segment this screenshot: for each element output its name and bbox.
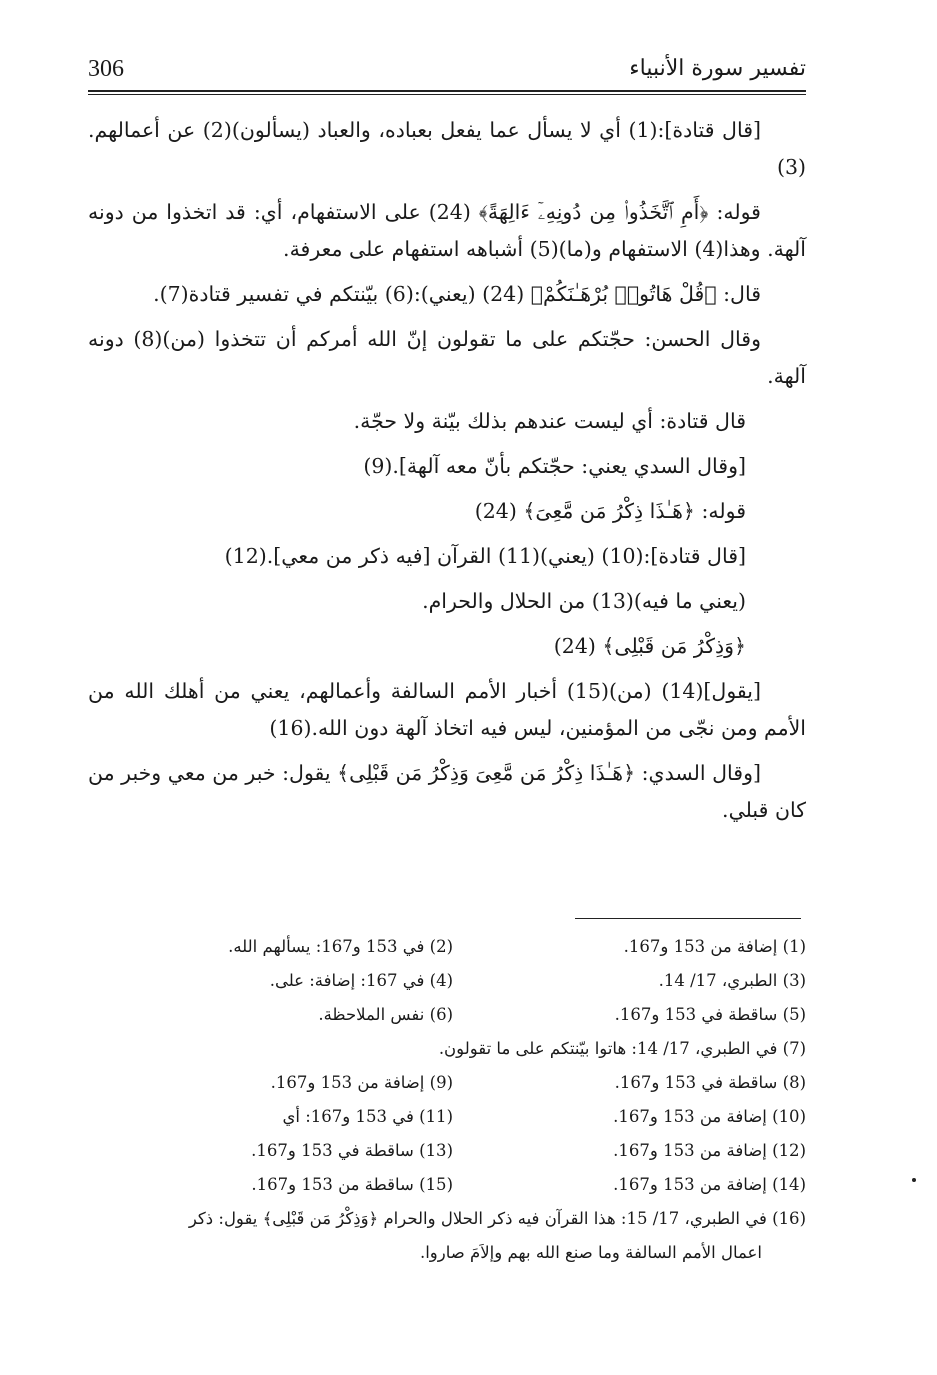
footnote-16-line1: (16) في الطبري، 17/ 15: هذا القرآن فيه ذكر الحلال والحرام ﴿وَذِكْرُ مَن قَبْلِى﴾ يقول: ذكر <box>188 1209 806 1228</box>
footnote-row <box>100 998 806 1032</box>
paragraph: قوله: ﴿هَـٰذَا ذِكْرُ مَن مَّعِىَ﴾ (24) <box>474 499 746 523</box>
margin-dot <box>912 1178 916 1182</box>
footnote: (2) في 153 و167: يسألهم الله. <box>228 937 453 956</box>
paragraph: [وقال السدي يعني: حجّتكم بأنّ معه آلهة].(9) <box>363 454 746 478</box>
footnote: (8) ساقطة في 153 و167. <box>614 1073 806 1092</box>
footnote-row <box>100 964 806 998</box>
footnote: (3) الطبري، 17/ 14. <box>658 971 806 990</box>
paragraph: (يعني ما فيه)(13) من الحلال والحرام. <box>422 589 746 613</box>
header-rule <box>88 90 806 92</box>
footnote: (5) ساقطة في 153 و167. <box>614 1005 806 1024</box>
footnote-16 <box>100 1202 806 1270</box>
footnote-row <box>100 1202 806 1270</box>
footnote-16-line2: اعمال الأمم السالفة وما صنع الله بهم وإلاَمَ صاروا. <box>419 1243 762 1262</box>
footnote: (14) إضافة من 153 و167. <box>613 1175 806 1194</box>
footnote: (11) في 153 و167: أي <box>282 1107 453 1126</box>
footnote: (7) في الطبري، 17/ 14: هاتوا بيّنتكم على ما تقولون. <box>438 1039 806 1058</box>
footnote-row <box>100 1066 806 1100</box>
footnote: (9) إضافة من 153 و167. <box>270 1073 453 1092</box>
footnote-rule <box>575 918 801 919</box>
paragraph: [يقول](14) (من)(15) أخبار الأمم السالفة وأعمالهم، يعني من أهلك الله من الأمم ومن نجّى من المؤمنين، ليس فيه اتخاذ آلهة دون الله.(16) <box>88 679 806 740</box>
footnote: (15) ساقطة من 153 و167. <box>251 1175 453 1194</box>
footnote: (13) ساقطة في 153 و167. <box>251 1141 453 1160</box>
paragraph: [وقال السدي: ﴿هَـٰذَا ذِكْرُ مَن مَّعِىَ وَذِكْرُ مَن قَبْلِى﴾ يقول: خبر من معي وخبر من كان قبلي. <box>88 761 806 822</box>
footnotes <box>100 930 806 1270</box>
footnote: (12) إضافة من 153 و167. <box>613 1141 806 1160</box>
page-number: 306 <box>88 56 124 82</box>
paragraph: ﴿وَذِكْرُ مَن قَبْلِى﴾ (24) <box>553 634 746 658</box>
footnote: (10) إضافة من 153 و167. <box>613 1107 806 1126</box>
paragraph: قال: ﴿قُلْ هَاتُوا۟ بُرْهَـٰنَكُمْ﴾ (24) (يعني):(6) بيّنتكم في تفسير قتادة(7). <box>153 282 761 306</box>
footnote-row <box>100 1032 806 1066</box>
paragraph: قال قتادة: أي ليست عندهم بذلك بيّنة ولا حجّة. <box>353 409 746 433</box>
footnote-row <box>100 1134 806 1168</box>
footnote-row <box>100 930 806 964</box>
running-title: تفسير سورة الأنبياء <box>629 56 806 81</box>
paragraph: قوله: ﴿أَمِ ٱتَّخَذُوا۟ مِن دُونِهِۦٓ ءَالِهَةً﴾ (24) على الاستفهام، أي: قد اتخذوا من دونه آلهة. وهذا(4) الاستفهام و(ما)(5) أشباهه استفهام على معرفة. <box>88 200 806 261</box>
footnote-row <box>100 1100 806 1134</box>
paragraph: [قال قتادة]:(1) أي لا يسأل عما يفعل بعباده، والعباد (يسألون)(2) عن أعمالهم.(3) <box>88 118 806 179</box>
footnote: (1) إضافة من 153 و167. <box>623 937 806 956</box>
footnote: (6) نفس الملاحظة. <box>318 1005 453 1024</box>
page-header <box>88 52 806 92</box>
header-rule-thin <box>88 94 806 95</box>
paragraph: [قال قتادة]:(10) (يعني)(11) القرآن [فيه ذكر من معي].(12) <box>224 544 746 568</box>
footnote-row <box>100 1168 806 1202</box>
paragraph: وقال الحسن: حجّتكم على ما تقولون إنّ الله أمركم أن تتخذوا (من)(8) دونه آلهة. <box>88 327 806 388</box>
body-text <box>88 112 806 837</box>
footnote: (4) في 167: إضافة: على. <box>269 971 453 990</box>
